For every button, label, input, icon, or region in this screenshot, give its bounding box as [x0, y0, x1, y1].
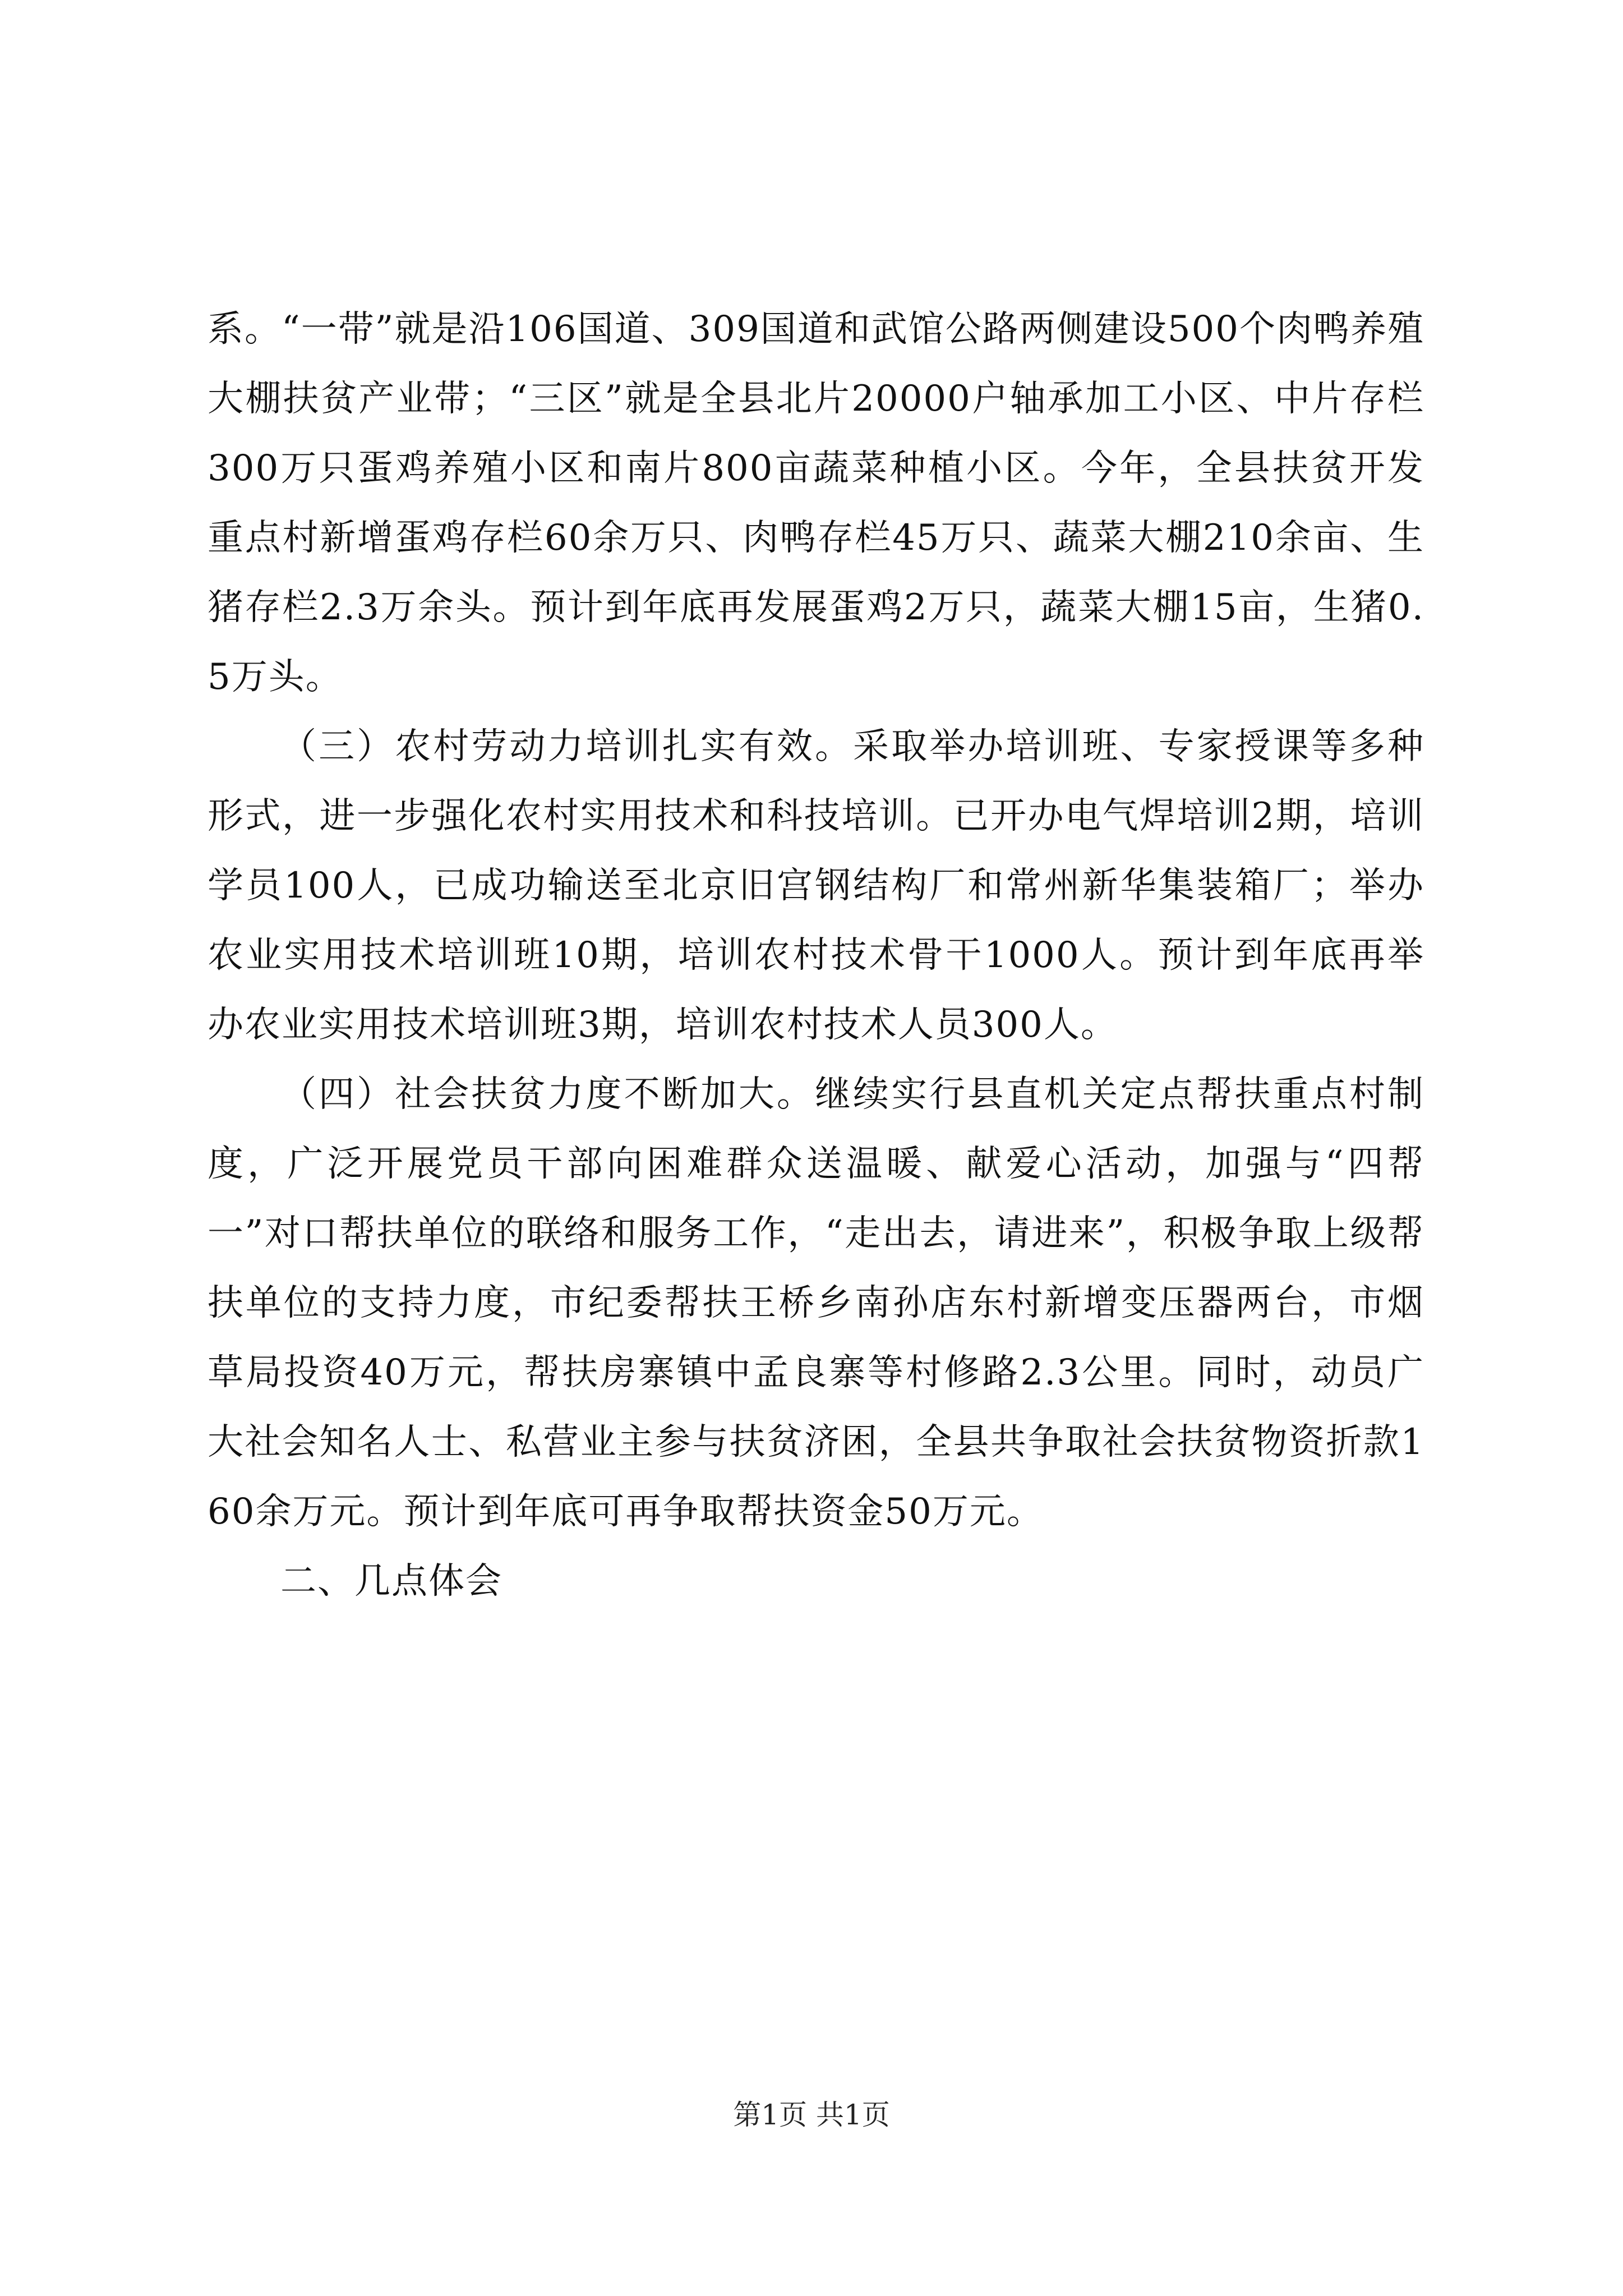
paragraph-continuation: 系。“一带”就是沿106国道、309国道和武馆公路两侧建设500个肉鸭养殖大棚扶贫产业带；“三区”就是全县北片20000户轴承加工小区、中片存栏300万只蛋鸡养殖小区和南片800亩蔬菜种植小区。今年，全县扶贫开发重点村新增蛋鸡存栏60余万只、肉鸭存栏45万只、蔬菜大棚210余亩、生猪存栏2.3万余头。预计到年底再发展蛋鸡2万只，蔬菜大棚15亩，生猪0.5万头。	[208, 309, 1424, 698]
document-body	[208, 295, 1424, 1616]
paragraph-section-three: （三）农村劳动力培训扎实有效。采取举办培训班、专家授课等多种形式，进一步强化农村实用技术和科技培训。已开办电气焊培训2期，培训学员100人，已成功输送至北京旧宫钢结构厂和常州新华集装箱厂；举办农业实用技术培训班10期，培训农村技术骨干1000人。预计到年底再举办农业实用技术培训班3期，培训农村技术人员300人。	[208, 726, 1424, 1046]
paragraph-section-four: （四）社会扶贫力度不断加大。继续实行县直机关定点帮扶重点村制度，广泛开展党员干部向困难群众送温暖、献爱心活动，加强与“四帮一”对口帮扶单位的联络和服务工作，“走出去，请进来”，积极争取上级帮扶单位的支持力度，市纪委帮扶王桥乡南孙店东村新增变压器两台，市烟草局投资40万元，帮扶房寨镇中孟良寨等村修路2.3公里。同时，动员广大社会知名人士、私营业主参与扶贫济困，全县共争取社会扶贫物资折款160余万元。预计到年底可再争取帮扶资金50万元。	[208, 1074, 1424, 1533]
section-heading: 二、几点体会	[280, 1561, 502, 1602]
page-footer: 第1页 共1页	[733, 2099, 890, 2131]
